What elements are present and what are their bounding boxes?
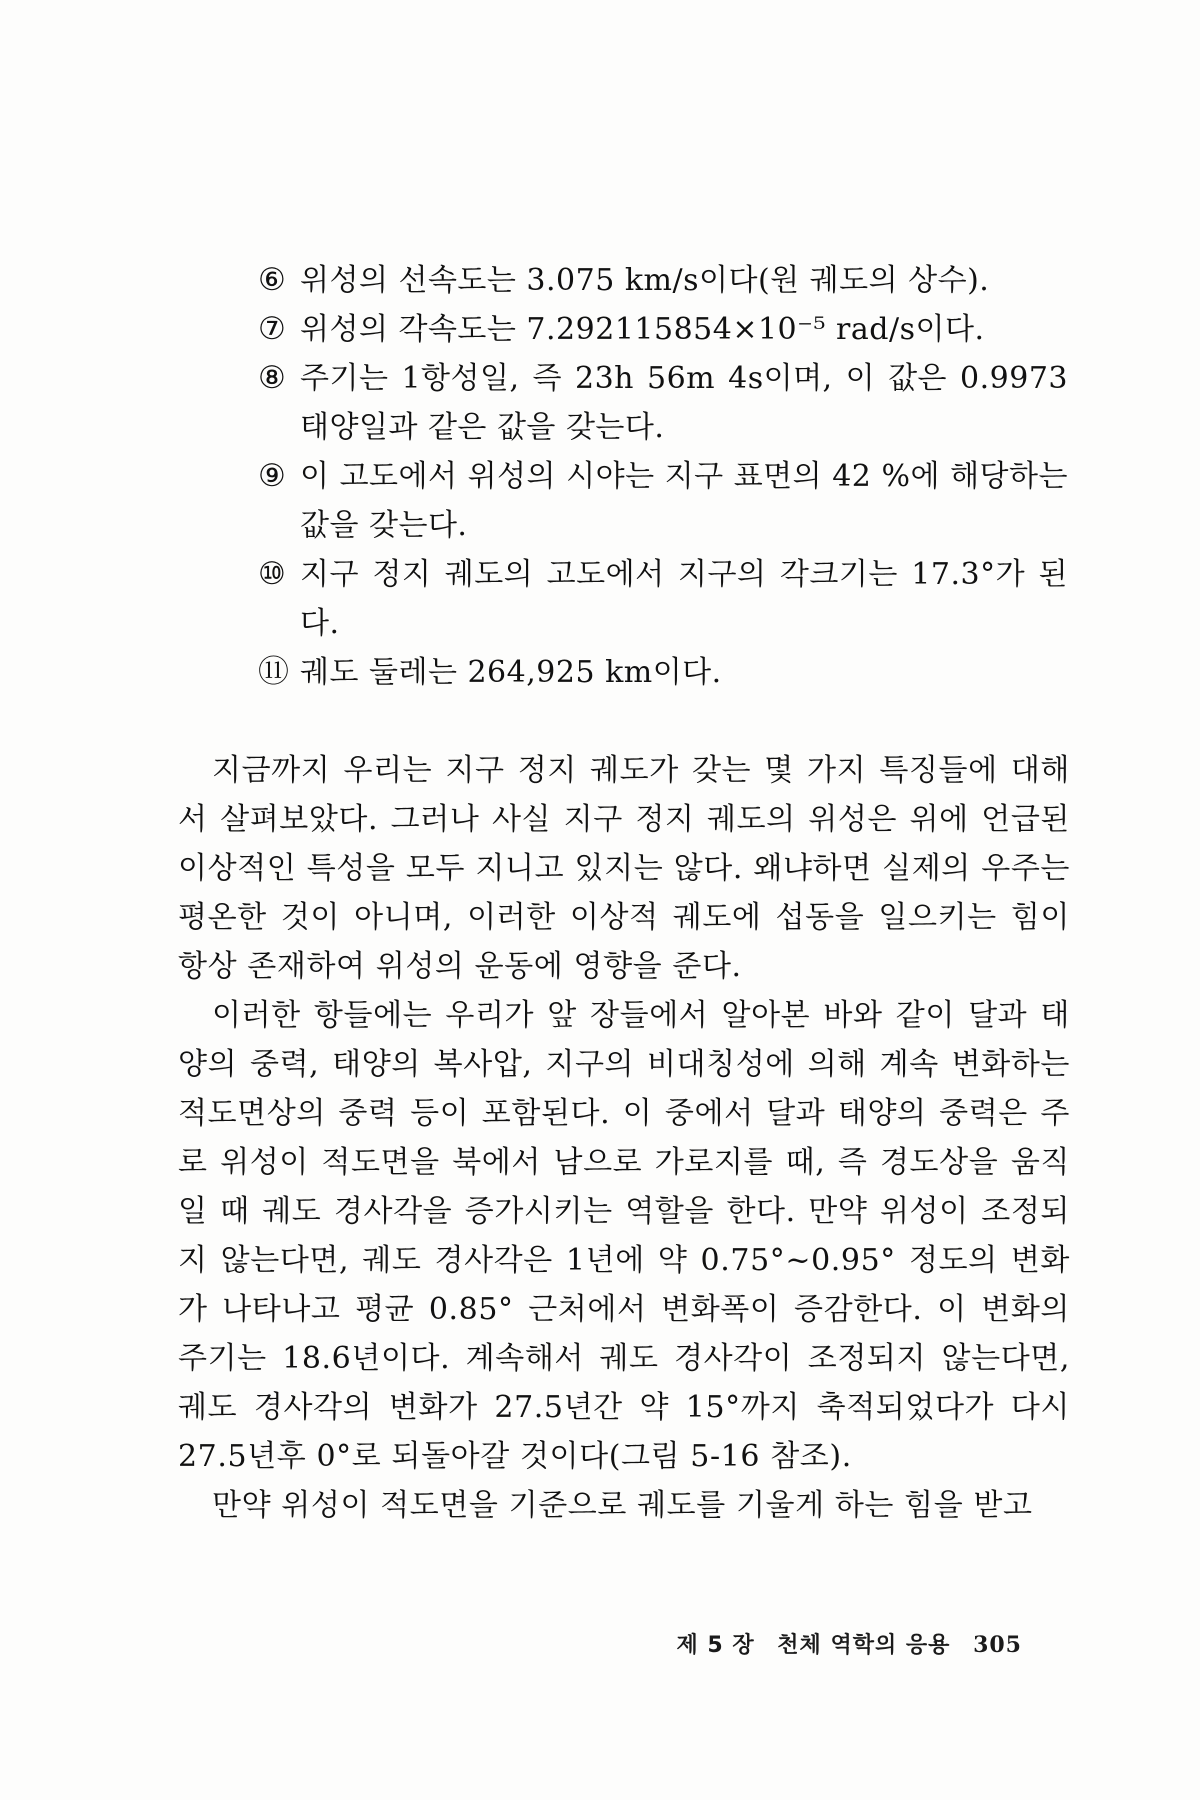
item-marker: ⑩ [258,556,286,592]
item-marker: ⑦ [258,311,286,347]
item-text: 지구 정지 궤도의 고도에서 지구의 각크기는 17.3°가 된다. [300,557,1068,641]
item-text: 위성의 각속도는 7.292115854×10⁻⁵ rad/s이다. [300,312,985,347]
item-marker: ⑨ [258,458,286,494]
item-marker: ⑧ [258,360,286,396]
page-number: 305 [973,1632,1022,1658]
item-text: 이 고도에서 위성의 시야는 지구 표면의 42 %에 해당하는 값을 갖는다. [300,459,1068,543]
item-text: 궤도 둘레는 264,925 km이다. [300,655,722,690]
paragraph: 만약 위성이 적도면을 기준으로 궤도를 기울게 하는 힘을 받고 [212,1488,1033,1523]
item-text: 위성의 선속도는 3.075 km/s이다(원 궤도의 상수). [300,263,990,298]
paragraph: 이러한 항들에는 우리가 앞 장들에서 알아본 바와 같이 달과 태양의 중력, 태양의 복사압, 지구의 비대칭성에 의해 계속 변화하는 적도면상의 중력 등이 포함된다. 이 중에서 달과 태양의 중력은 주로 위성이 적도면을 북에서 남으로 가로지를 때, 즉 경도상을 움직일 때 궤도 경사각을 증가시키는 역할을 한다. 만약 위성이 조정되지 않는다면, 궤도 경사각은 1년에 약 0.75°~0.95° 정도의 변화가 나타나고 평균 0.85° 근처에서 변화폭이 증감한다. 이 변화의 주기는 18.6년이다. 계속해서 궤도 경사각이 조정되지 않는다면, 궤도 경사각의 변화가 27.5년간 약 15°까지 축적되었다가 다시 27.5년후 0°로 되돌아갈 것이다(그림 5-16 참조). [178,998,1070,1474]
property-list [258,256,1068,697]
list-item [258,550,1068,648]
footer-title: 천체 역학의 응용 [777,1633,951,1658]
item-text: 주기는 1항성일, 즉 23h 56m 4s이며, 이 값은 0.9973태양일과 같은 값을 갖는다. [300,361,1068,445]
page-footer [676,1628,1022,1659]
body-text [178,746,1070,1530]
list-item [258,648,1068,697]
paragraph: 지금까지 우리는 지구 정지 궤도가 갖는 몇 가지 특징들에 대해서 살펴보았다. 그러나 사실 지구 정지 궤도의 위성은 위에 언급된 이상적인 특성을 모두 지니고 있지는 않다. 왜냐하면 실제의 우주는 평온한 것이 아니며, 이러한 이상적 궤도에 섭동을 일으키는 힘이 항상 존재하여 위성의 운동에 영향을 준다. [178,753,1070,984]
footer-chapter: 제 5 장 [676,1633,755,1658]
list-item [258,256,1068,305]
list-item [258,305,1068,354]
item-marker: ⑥ [258,262,286,298]
list-item [258,354,1068,452]
item-marker: ⑪ [258,654,289,690]
list-item [258,452,1068,550]
